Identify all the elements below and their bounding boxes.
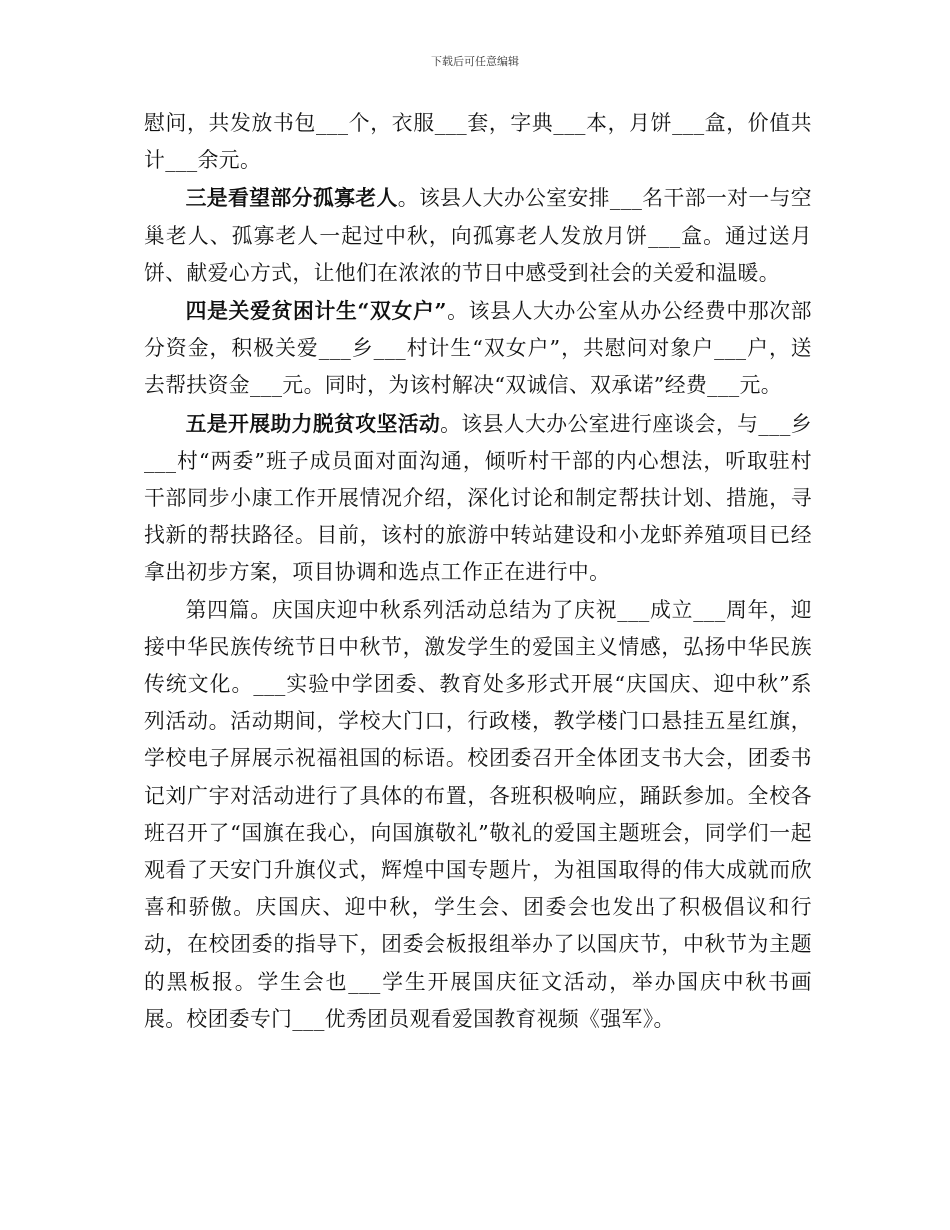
- paragraph-1: [144, 105, 812, 179]
- page-header-note: 下载后可任意编辑: [431, 55, 519, 68]
- paragraph-3-lead: 四是关爱贫困计生“双女户”: [185, 298, 447, 324]
- document-body: [144, 105, 812, 1038]
- paragraph-2-lead: 三是看望部分孤寡老人: [185, 185, 398, 211]
- paragraph-5: [144, 592, 812, 1038]
- paragraph-4-lead: 五是开展助力脱贫攻坚活动: [185, 410, 441, 436]
- paragraph-4-text: 。该县人大办公室进行座谈会，与___乡___村“两委”班子成员面对面沟通，倾听村干部的内心想法，听取驻村干部同步小康工作开展情况介绍，深化讨论和制定帮扶计划、措施，寻找新的帮扶路径。目前，该村的旅游中转站建设和小龙虾养殖项目已经拿出初步方案，项目协调和选点工作正在进行中。: [144, 411, 812, 585]
- paragraph-1-text: 慰问，共发放书包___个，衣服___套，字典___本，月饼___盒，价值共计___余元。: [144, 111, 812, 173]
- paragraph-3: [144, 292, 812, 405]
- paragraph-4: [144, 405, 812, 592]
- paragraph-5-text: 第四篇。庆国庆迎中秋系列活动总结为了庆祝___成立___周年，迎接中华民族传统节日中秋节，激发学生的爱国主义情感，弘扬中华民族传统文化。___实验中学团委、教育处多形式开展“庆国庆、迎中秋”系列活动。活动期间，学校大门口，行政楼，教学楼门口悬挂五星红旗，学校电子屏展示祝福祖国的标语。校团委召开全体团支书大会，团委书记刘广宇对活动进行了具体的布置，各班积极响应，踊跃参加。全校各班召开了“国旗在我心，向国旗敬礼”敬礼的爱国主题班会，同学们一起观看了天安门升旗仪式，辉煌中国专题片，为祖国取得的伟大成就而欣喜和骄傲。庆国庆、迎中秋，学生会、团委会也发出了积极倡议和行动，在校团委的指导下，团委会板报组举办了以国庆节，中秋节为主题的黑板报。学生会也___学生开展国庆征文活动，举办国庆中秋书画展。校团委专门___优秀团员观看爱国教育视频《强军》。: [144, 597, 812, 1031]
- paragraph-2-text: 。该县人大办公室安排___名干部一对一与空巢老人、孤寡老人一起过中秋，向孤寡老人发放月饼___盒。通过送月饼、献爱心方式，让他们在浓浓的节日中感受到社会的关爱和温暖。: [144, 186, 813, 285]
- paragraph-2: [144, 179, 812, 292]
- paragraph-3-text: 。该县人大办公室从办公经费中那次部分资金，积极关爱___乡___村计生“双女户”，共慰问对象户___户，送去帮扶资金___元。同时，为该村解决“双诚信、双承诺”经费___元。: [144, 299, 812, 398]
